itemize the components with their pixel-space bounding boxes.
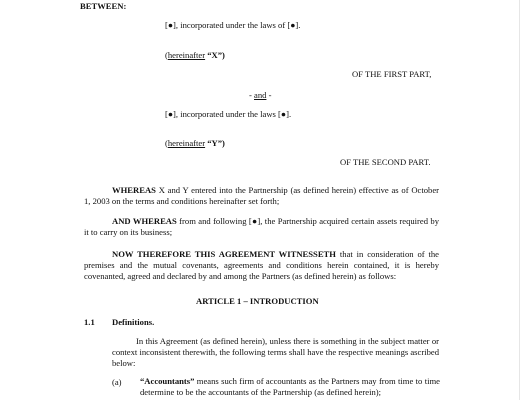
first-part-label: OF THE FIRST PART, (352, 69, 432, 79)
definitions-intro-text: In this Agreement (as defined herein), unless there is something in the subject matter or context inconsistent therewith, the following terms shall have the respective meanings ascribed below: (112, 336, 439, 369)
and-word: and (254, 90, 267, 100)
item-a-paragraph (140, 376, 440, 398)
paren-open: ( (165, 138, 168, 148)
definitions-intro-paragraph (112, 336, 439, 370)
now-therefore-paragraph (84, 249, 439, 283)
second-part-label: OF THE SECOND PART. (340, 157, 431, 167)
party2-hereinafter (165, 138, 225, 148)
section-number: 1.1 (84, 317, 95, 327)
item-a-text: means such firm of accountants as the Partners may from time to time determine to be the accountants of the Partnership (as defined herein); (140, 376, 440, 398)
whereas-paragraph-2 (84, 216, 439, 238)
whereas-1-text: X and Y entered into the Partnership (as defined herein) effective as of October 1, 2003 on the terms and conditions hereinafter set forth; (84, 185, 439, 207)
section-title: Definitions. (112, 317, 155, 327)
whereas-2-bold: AND WHEREAS (112, 216, 177, 226)
hereinafter-word: hereinafter (167, 138, 206, 148)
party2-alias: “Y”) (205, 138, 225, 148)
now-therefore-bold: NOW THEREFORE THIS AGREEMENT WITNESSETH (112, 249, 336, 259)
and-dash-left: - (249, 90, 255, 100)
party1-line: [●], incorporated under the laws of [●]. (165, 20, 301, 30)
item-a-label: (a) (112, 377, 122, 387)
paren-open: ( (165, 50, 168, 60)
and-line (249, 90, 271, 100)
between-label: BETWEEN: (80, 1, 127, 11)
now-therefore-text: that in consideration of the premises and the mutual covenants, agreements and conditions herein contained, it is hereby covenanted, agreed and declared by and among the Partners (as defined herein) as follows: (84, 249, 439, 282)
hereinafter-word: hereinafter (167, 50, 206, 60)
item-a-term: “Accountants” (140, 376, 195, 386)
article-title: ARTICLE 1 – INTRODUCTION (196, 296, 319, 306)
whereas-paragraph-1 (84, 185, 439, 207)
party1-hereinafter (165, 50, 225, 60)
party2-line: [●], incorporated under the laws [●]. (165, 109, 292, 119)
and-dash-right: - (266, 90, 272, 100)
party1-alias: “X”) (205, 50, 225, 60)
whereas-2-text: from and following [●], the Partnership acquired certain assets required by it to carry on its business; (84, 216, 440, 238)
whereas-1-bold: WHEREAS (112, 185, 156, 195)
